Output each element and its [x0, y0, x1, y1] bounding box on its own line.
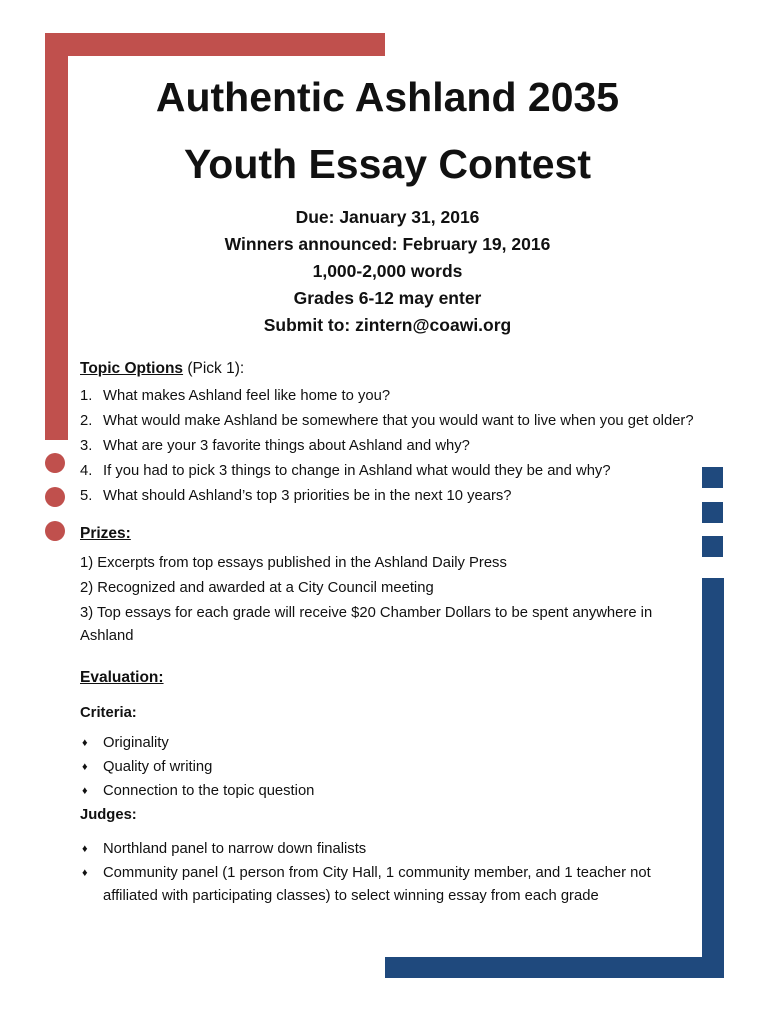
list-item: ♦ Quality of writing	[80, 756, 695, 779]
list-item: 2. What would make Ashland be somewhere that you would want to live when you get older?	[80, 413, 694, 429]
judges-label: Judges:	[80, 807, 137, 823]
contest-details	[80, 204, 695, 339]
list-item: 2) Recognized and awarded at a City Council meeting	[80, 580, 434, 596]
title-line-1: Authentic Ashland 2035	[155, 74, 620, 120]
criteria-list	[80, 732, 695, 803]
submit-to: Submit to: zintern@coawi.org	[263, 315, 512, 335]
red-dot-3	[45, 521, 65, 541]
prize-list	[80, 552, 695, 648]
blue-square-3	[702, 536, 723, 557]
topic-list	[80, 385, 695, 508]
list-item: ♦ Community panel (1 person from City Hall, 1 community member, and 1 teacher not affiliated with participating classes) to select winning essay from each grade	[80, 862, 695, 908]
list-item: 5. What should Ashland’s top 3 priorities be in the next 10 years?	[80, 488, 512, 504]
eligible-grades: Grades 6-12 may enter	[293, 288, 482, 308]
page-title	[80, 64, 695, 198]
prizes-heading: Prizes:	[80, 525, 131, 542]
red-dot-1	[45, 453, 65, 473]
list-item: ♦ Connection to the topic question	[80, 780, 695, 803]
list-item: 3) Top essays for each grade will receive $20 Chamber Dollars to be spent anywhere in Ashland	[80, 605, 653, 644]
diamond-bullet-icon: ♦	[82, 737, 88, 749]
blue-frame-side-bar	[702, 578, 724, 978]
list-item: ♦ Originality	[80, 732, 695, 755]
blue-square-2	[702, 502, 723, 523]
word-count: 1,000-2,000 words	[312, 261, 463, 281]
judges-list	[80, 838, 695, 908]
flyer-content	[80, 60, 695, 909]
criteria-label: Criteria:	[80, 705, 137, 721]
title-line-2: Youth Essay Contest	[183, 141, 592, 187]
red-frame-side-bar	[45, 33, 68, 440]
winners-announced: Winners announced: February 19, 2016	[224, 234, 551, 254]
list-item: 3. What are your 3 favorite things about Ashland and why?	[80, 438, 470, 454]
diamond-bullet-icon: ♦	[82, 867, 88, 879]
evaluation-heading: Evaluation:	[80, 669, 164, 686]
red-frame-top-bar	[45, 33, 385, 56]
topic-options-heading: Topic Options (Pick 1):	[80, 360, 245, 377]
due-date: Due: January 31, 2016	[295, 207, 480, 227]
list-item: 1. What makes Ashland feel like home to you?	[80, 388, 391, 404]
list-item: 4. If you had to pick 3 things to change in Ashland what would they be and why?	[80, 463, 611, 479]
diamond-bullet-icon: ♦	[82, 761, 88, 773]
list-item: 1) Excerpts from top essays published in the Ashland Daily Press	[80, 555, 507, 571]
diamond-bullet-icon: ♦	[82, 785, 88, 797]
blue-square-1	[702, 467, 723, 488]
blue-frame-bottom-bar	[385, 957, 724, 978]
red-dot-2	[45, 487, 65, 507]
list-item: ♦ Northland panel to narrow down finalists	[80, 838, 695, 861]
diamond-bullet-icon: ♦	[82, 843, 88, 855]
